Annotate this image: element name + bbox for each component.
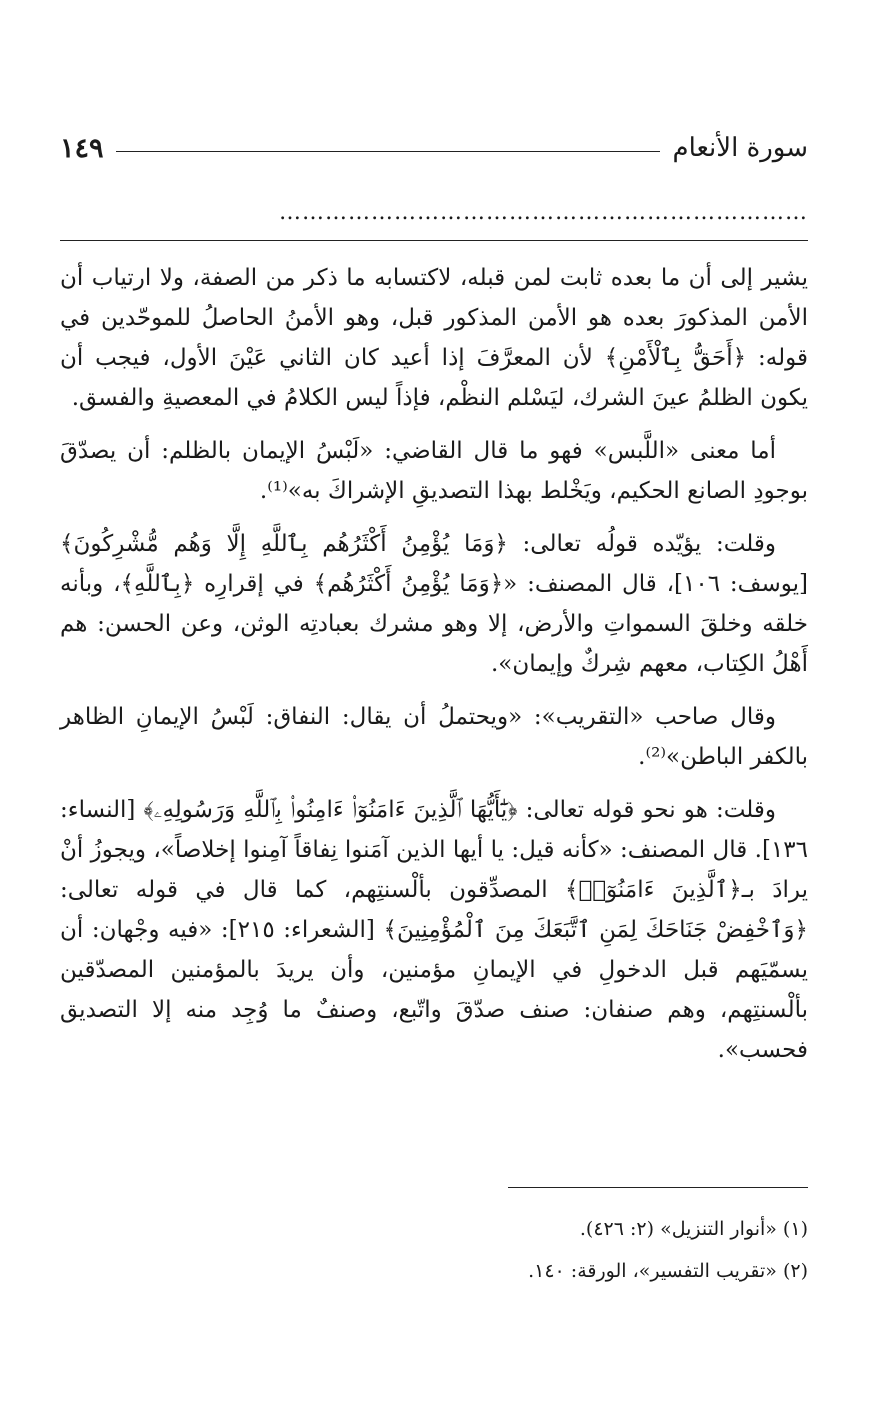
- dotted-separator: ……………………………………………………………: [279, 200, 808, 225]
- paragraph: أما معنى «اللَّبس» فهو ما قال القاضي: «لَبْسُ الإيمان بالظلم: أن يصدّقَ بوجودِ الصانع الحكيم، ويَخْلط بهذا التصديقِ الإشراكَ به»⁽¹⁾.: [60, 438, 808, 504]
- paragraph: وقال صاحب «التقريب»: «ويحتملُ أن يقال: النفاق: لَبْسُ الإيمانِ الظاهر بالكفر الباطن»⁽²⁾.: [60, 704, 808, 770]
- footnote: (٢) «تقريب التفسير»، الورقة: ١٤٠.: [528, 1260, 808, 1282]
- running-head: [60, 128, 808, 168]
- header-rule: [116, 151, 661, 152]
- book-page: [60, 0, 808, 1413]
- top-rule: [60, 240, 808, 241]
- footnotes: [60, 1208, 808, 1292]
- paragraph: وقلت: هو نحو قوله تعالى: ﴿يَٰٓأَيُّهَا ٱلَّذِينَ ءَامَنُوٓا۟ ءَامِنُوا۟ بِٱللَّهِ وَرَسُولِهِۦ﴾ [النساء: ١٣٦]. قال المصنف: «كأنه قيل: يا أيها الذين آمَنوا نِفاقاً آمِنوا إخلاصاً»، ويجوزُ أنْ يرادَ بـ﴿ٱلَّذِينَ ءَامَنُوٓا۟﴾ المصدِّقون بألْسنتِهم، كما قال في قوله تعالى: ﴿وَٱخْفِضْ جَنَاحَكَ لِمَنِ ٱتَّبَعَكَ مِنَ ٱلْمُؤْمِنِينَ﴾ [الشعراء: ٢١٥]: «فيه وجْهان: أن يسمّيَهم قبل الدخولِ في الإيمانِ مؤمنين، وأن يريدَ بالمؤمنين المصدّقين بألْسنتِهم، وهم صنفان: صنف صدّقَ واتّبع، وصنفٌ ما وُجِد منه إلا التصديق فحسب».: [60, 797, 808, 1063]
- paragraph: وقلت: يؤيّده قولُه تعالى: ﴿وَمَا يُؤْمِنُ أَكْثَرُهُم بِٱللَّهِ إِلَّا وَهُم مُّشْرِكُونَ﴾ [يوسف: ١٠٦]، قال المصنف: «﴿وَمَا يُؤْمِنُ أَكْثَرُهُم﴾ في إقرارِه ﴿بِٱللَّهِ﴾، وبأنه خلقه وخلقَ السمواتِ والأرض، إلا وهو مشرك بعبادتِه الوثن، وعن الحسن: هم أَهْلُ الكِتاب، معهم شِركٌ وإيمان».: [60, 531, 808, 677]
- page-number: ١٤٩: [60, 132, 104, 164]
- paragraph: يشير إلى أن ما بعده ثابت لمن قبله، لاكتسابه ما ذكر من الصفة، ولا ارتياب أن الأمن المذكورَ بعده هو الأمن المذكور قبل، وهو الأمنُ الحاصلُ للموحّدين في قوله: ﴿أَحَقُّ بِٱلْأَمْنِ﴾ لأن المعرَّفَ إذا أعيد كان الثاني عَيْنَ الأول، فيجب أن يكون الظلمُ عينَ الشرك، ليَسْلم النظْم، فإذاً ليس الكلامُ في المعصيةِ والفسق.: [60, 265, 808, 411]
- main-text: [60, 258, 808, 1083]
- footnote: (١) «أنوار التنزيل» (٢: ٤٢٦).: [579, 1218, 808, 1240]
- surah-title: سورة الأنعام: [672, 133, 808, 163]
- footnote-rule: [508, 1187, 808, 1188]
